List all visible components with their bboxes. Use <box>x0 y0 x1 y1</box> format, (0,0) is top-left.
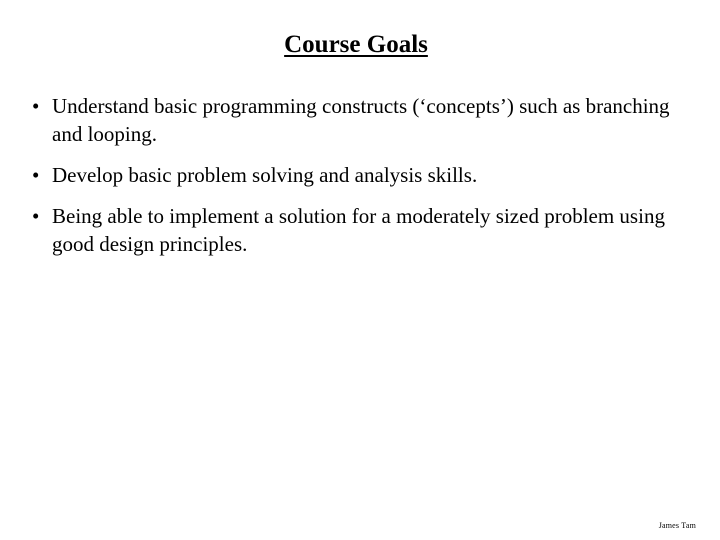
footer-author: James Tam <box>658 521 696 530</box>
bullet-text: Develop basic problem solving and analysis skills. <box>52 163 478 187</box>
bullet-marker: • <box>32 204 40 228</box>
bullet-text: Understand basic programming constructs (‘concepts’) such as branching and looping. <box>52 94 670 146</box>
bullet-item <box>32 202 682 258</box>
slide-title: Course Goals <box>284 31 428 58</box>
bullet-text: Being able to implement a solution for a moderately sized problem using good design principles. <box>52 204 665 256</box>
bullet-list <box>32 92 682 271</box>
bullet-item <box>32 92 682 148</box>
bullet-marker: • <box>32 94 40 118</box>
bullet-marker: • <box>32 163 40 187</box>
bullet-item <box>32 161 682 189</box>
